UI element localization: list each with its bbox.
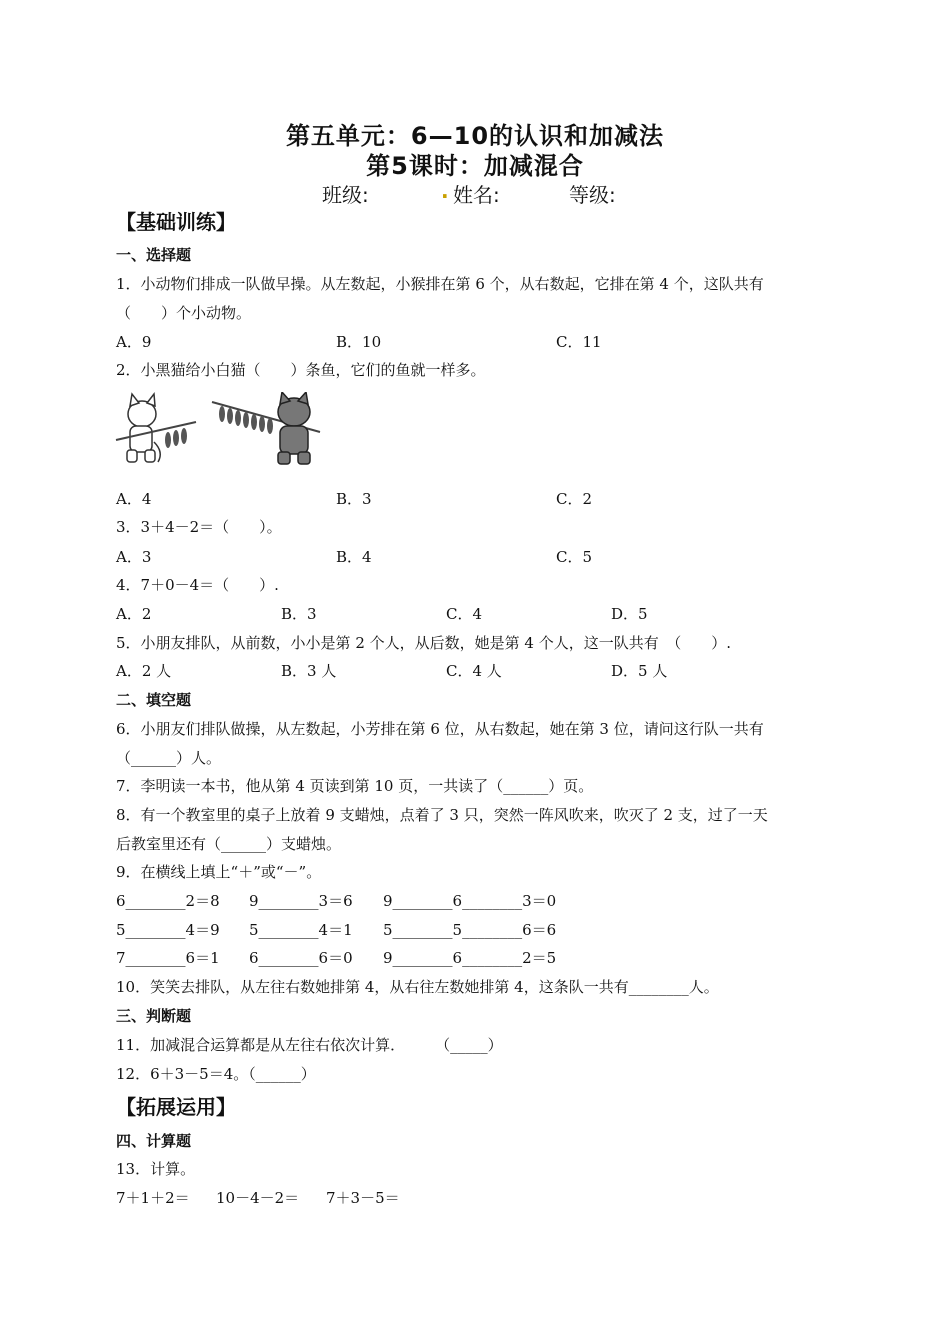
q9-row1-item3: 9________6________3＝0: [383, 892, 557, 910]
section-basic: 【基础训练】: [116, 210, 236, 234]
q5-option-a: A．2 人: [116, 662, 172, 680]
question-3: 3．3＋4－2＝（ ）。: [116, 518, 282, 536]
q3-option-b: B．4: [336, 548, 372, 566]
q1-option-a: A．9: [116, 333, 152, 351]
q13-item-1: 7＋1＋2＝: [116, 1189, 190, 1207]
question-1-line-1: 1．小动物们排成一队做早操。从左数起，小猴排在第 6 个，从右数起，它排在第 4 个，这队共有: [116, 275, 764, 293]
question-13: 13．计算。: [116, 1160, 196, 1178]
separator-dot: .: [441, 179, 449, 203]
q9-row3-item2: 6________6＝0: [249, 949, 353, 967]
question-6-line-1: 6．小朋友们排队做操，从左数起，小芳排在第 6 位，从右数起，她在第 3 位，请问这行队一共有: [116, 720, 764, 738]
section-extend: 【拓展运用】: [116, 1095, 236, 1119]
q9-row3-item1: 7________6＝1: [116, 949, 220, 967]
question-9: 9．在横线上填上“＋”或“－”。: [116, 863, 322, 881]
question-11: 11．加减混合运算都是从左往右依次计算． （_____）: [116, 1036, 503, 1054]
white-cat-fish: [165, 428, 187, 448]
subsection-fill: 二、填空题: [116, 691, 192, 709]
q4-option-b: B．3: [281, 605, 317, 623]
question-1-line-2: （ ）个小动物。: [116, 304, 252, 322]
q4-option-d: D．5: [611, 605, 648, 623]
q5-option-d: D．5 人: [611, 662, 668, 680]
grade-label: 等级:: [569, 183, 616, 207]
page-title: 第五单元：6—10的认识和加减法: [285, 122, 665, 150]
white-cat-figure: [127, 394, 160, 462]
question-12: 12．6＋3－5＝4。（______）: [116, 1065, 316, 1083]
question-6-line-2: （______）人。: [116, 749, 222, 767]
question-8-line-2: 后教室里还有（______）支蜡烛。: [116, 835, 342, 853]
q3-option-c: C．5: [556, 548, 593, 566]
q2-option-c: C．2: [556, 490, 593, 508]
subsection-judge: 三、判断题: [116, 1007, 192, 1025]
q9-row1-item2: 9________3＝6: [249, 892, 353, 910]
q9-row3-item3: 9________6________2＝5: [383, 949, 557, 967]
q1-option-c: C．11: [556, 333, 602, 351]
black-cat-figure: [278, 392, 310, 464]
q13-item-3: 7＋3－5＝: [326, 1189, 400, 1207]
question-7: 7．李明读一本书，他从第 4 页读到第 10 页，一共读了（______）页。: [116, 777, 594, 795]
q9-row2-item3: 5________5________6＝6: [383, 921, 557, 939]
q9-row1-item1: 6________2＝8: [116, 892, 220, 910]
q3-option-a: A．3: [116, 548, 152, 566]
cats-fish-illustration: [114, 392, 322, 472]
question-5: 5．小朋友排队，从前数，小小是第 2 个人，从后数，她是第 4 个人，这一队共有 （ ）.: [116, 634, 731, 652]
class-label: 班级:: [322, 183, 369, 207]
q13-item-2: 10－4－2＝: [216, 1189, 300, 1207]
question-8-line-1: 8．有一个教室里的桌子上放着 9 支蜡烛，点着了 3 只，突然一阵风吹来，吹灭了 2 支，过了一天: [116, 806, 768, 824]
name-label: 姓名:: [453, 183, 500, 207]
q9-row2-item2: 5________4＝1: [249, 921, 353, 939]
subsection-choice: 一、选择题: [116, 246, 192, 264]
black-cat-fish: [219, 406, 273, 434]
q2-option-a: A．4: [116, 490, 152, 508]
q5-option-b: B．3 人: [281, 662, 337, 680]
q2-option-b: B．3: [336, 490, 372, 508]
question-2: 2．小黑猫给小白猫（ ）条鱼，它们的鱼就一样多。: [116, 361, 486, 379]
question-4: 4．7＋0－4＝（ ）.: [116, 576, 279, 594]
q1-option-b: B．10: [336, 333, 382, 351]
q4-option-a: A．2: [116, 605, 152, 623]
q5-option-c: C．4 人: [446, 662, 502, 680]
question-10: 10．笑笑去排队，从左往右数她排第 4，从右往左数她排第 4，这条队一共有________人。: [116, 978, 719, 996]
q9-row2-item1: 5________4＝9: [116, 921, 220, 939]
subsection-calc: 四、计算题: [116, 1132, 192, 1150]
lesson-title: 第5课时：加减混合: [366, 152, 584, 180]
q4-option-c: C．4: [446, 605, 483, 623]
